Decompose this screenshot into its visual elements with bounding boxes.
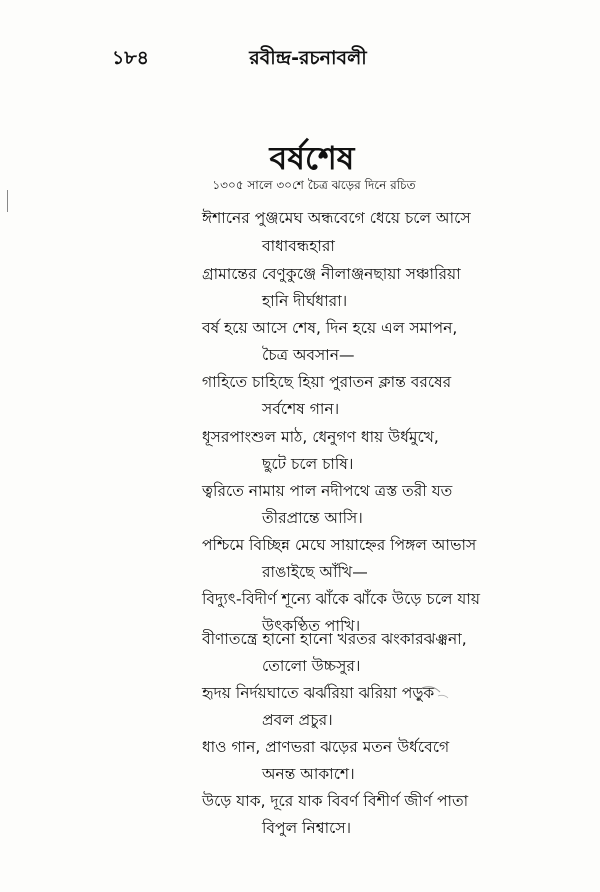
poem-title: বর্ষশেষ bbox=[269, 139, 355, 177]
poem-line: অনন্ত আকাশে। bbox=[262, 765, 355, 783]
poem-line: ত্বরিতে নামায় পাল নদীপথে ত্রস্ত তরী যত bbox=[202, 482, 453, 500]
poem-line: সর্বশেষ গান। bbox=[262, 400, 340, 418]
poem-line: ধাও গান, প্রাণভরা ঝড়ের মতন উর্ধবেগে bbox=[202, 738, 450, 756]
poem-line: ঈশানের পুঞ্জমেঘ অন্ধবেগে ধেয়ে চলে আসে bbox=[202, 209, 471, 227]
poem-line: বিপুল নিশ্বাসে। bbox=[262, 819, 352, 837]
poem-line: উড়ে যাক, দূরে যাক বিবর্ণ বিশীর্ণ জীর্ণ পাতা bbox=[202, 792, 469, 810]
poem-line: পশ্চিমে বিচ্ছিন্ন মেঘে সায়াহ্নের পিঙ্গল আভাস bbox=[202, 536, 477, 554]
pencil-mark bbox=[420, 682, 450, 702]
page-header bbox=[0, 44, 600, 74]
poem-line: বিদ্যুৎ-বিদীর্ণ শূন্যে ঝাঁকে ঝাঁকে উড়ে চলে যায় bbox=[202, 590, 480, 608]
poem-line: রাঙাইছে আঁখি— bbox=[262, 563, 368, 581]
poem-subtitle: ১৩০৫ সালে ৩০শে চৈত্র ঝড়ের দিনে রচিত bbox=[212, 178, 416, 192]
running-title: রবীন্দ্র-রচনাবলী bbox=[249, 47, 367, 69]
poem-line: ধূসরপাংশুল মাঠ, ধেনুগণ ধায় উর্ধমুখে, bbox=[202, 428, 439, 446]
poem-line: হানি দীর্ঘধারা। bbox=[262, 292, 348, 310]
poem-line: উৎকণ্ঠিত পাখি। bbox=[262, 617, 361, 635]
poem-line: বীণাতন্ত্রে হানো হানো খরতর ঝংকারঝঞ্ঝনা, bbox=[202, 630, 467, 648]
poem-line: হৃদয় নির্দয়ঘাতে ঝর্ঝরিয়া ঝরিয়া পড়ুক bbox=[202, 684, 435, 702]
poem-line: বর্ষ হয়ে আসে শেষ, দিন হয়ে এল সমাপন, bbox=[202, 319, 458, 337]
poem-line: তীরপ্রান্তে আসি। bbox=[262, 509, 363, 527]
page-number: ১৮৪ bbox=[112, 47, 149, 69]
poem-line: গ্রামান্তের বেণুকুঞ্জে নীলাঞ্জনছায়া সঞ্চারিয়া bbox=[202, 265, 461, 283]
poem-line: বাধাবন্ধহারা bbox=[262, 237, 335, 255]
poem-line: প্রবল প্রচুর। bbox=[262, 711, 333, 729]
poem-line: গাহিতে চাহিছে হিয়া পুরাতন ক্লান্ত বরষের bbox=[202, 373, 452, 391]
poem-line: চৈত্র অবসান— bbox=[262, 346, 355, 364]
poem-line: তোলো উচ্চসুর। bbox=[262, 657, 361, 675]
poem-line: ছুটে চলে চাষি। bbox=[262, 455, 354, 473]
